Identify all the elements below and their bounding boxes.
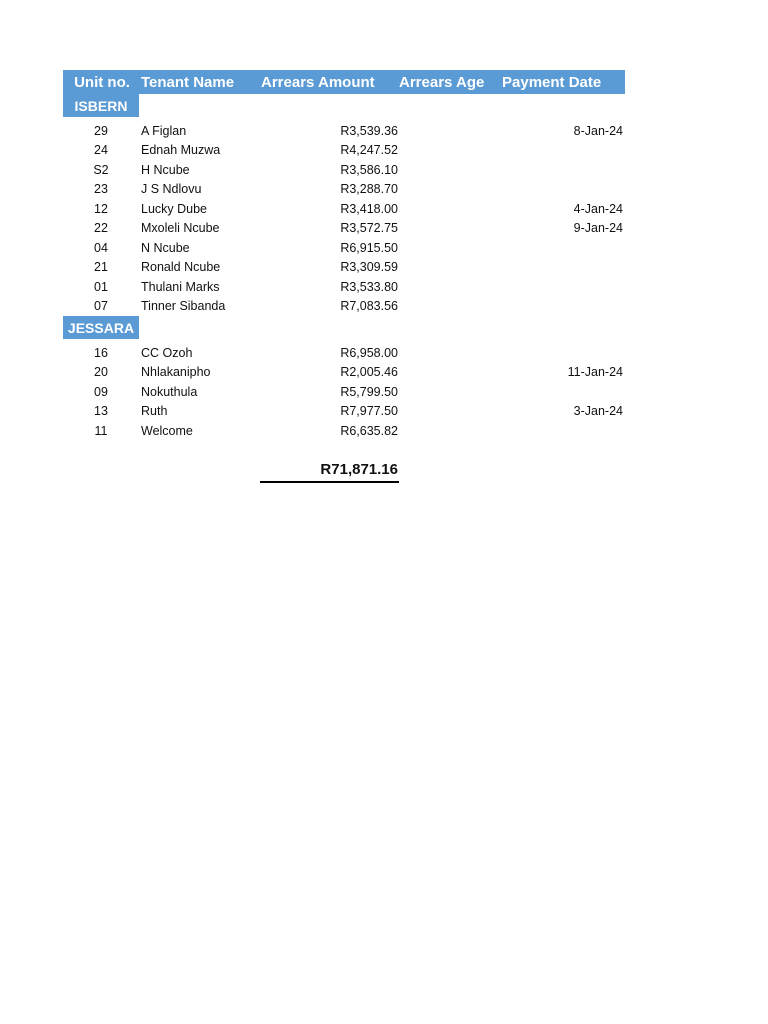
arrears-amount-cell: R6,635.82: [340, 423, 398, 438]
unit-cell: 16: [94, 345, 108, 360]
table-row: [63, 160, 625, 180]
table-row: [63, 258, 625, 278]
group-label: JESSARA: [63, 316, 139, 339]
payment-date-cell: 11-Jan-24: [567, 365, 623, 380]
table-row: [63, 180, 625, 200]
table-row: [63, 219, 625, 239]
arrears-amount-cell: R3,572.75: [340, 221, 398, 236]
tenant-name-cell: Ruth: [141, 404, 168, 419]
tenant-name-cell: Nokuthula: [141, 384, 198, 399]
group-label: ISBERN: [63, 94, 139, 117]
group-header-row: [63, 94, 625, 117]
payment-date-cell: 4-Jan-24: [573, 201, 623, 216]
unit-cell: 23: [94, 182, 108, 197]
tenant-name-cell: Ednah Muzwa: [141, 143, 221, 158]
payment-date-cell: 3-Jan-24: [573, 404, 623, 419]
unit-cell: 11: [94, 423, 108, 438]
tenant-name-cell: Ronald Ncube: [141, 260, 221, 275]
unit-cell: 01: [94, 279, 108, 294]
unit-cell: 24: [94, 143, 108, 158]
unit-cell: 21: [94, 260, 108, 275]
arrears-amount-cell: R6,915.50: [340, 240, 398, 255]
tenant-name-cell: H Ncube: [141, 162, 190, 177]
tenant-name-cell: Lucky Dube: [141, 201, 208, 216]
arrears-amount-cell: R3,309.59: [340, 260, 398, 275]
table-row: [63, 199, 625, 219]
arrears-amount-cell: R7,977.50: [340, 404, 398, 419]
unit-cell: 07: [94, 299, 108, 314]
table-row: [63, 421, 625, 441]
arrears-amount-cell: R2,005.46: [340, 365, 398, 380]
arrears-amount-cell: R3,539.36: [340, 123, 398, 138]
total-row: [63, 461, 625, 483]
total-arrears-amount: R71,871.16: [260, 460, 399, 483]
tenant-name-cell: Welcome: [141, 423, 193, 438]
unit-cell: S2: [93, 162, 109, 177]
header-tenant-name: Tenant Name: [141, 73, 235, 91]
arrears-amount-cell: R3,418.00: [340, 201, 398, 216]
unit-cell: 13: [94, 404, 108, 419]
unit-cell: 09: [94, 384, 108, 399]
tenant-name-cell: Thulani Marks: [141, 279, 220, 294]
table-row: [63, 277, 625, 297]
table-row: [63, 297, 625, 317]
tenant-name-cell: Tinner Sibanda: [141, 299, 226, 314]
tenant-name-cell: J S Ndlovu: [141, 182, 202, 197]
unit-cell: 20: [94, 365, 108, 380]
unit-cell: 29: [94, 123, 108, 138]
groups-container: [63, 94, 625, 441]
table-header: [63, 70, 625, 94]
arrears-sheet: [63, 70, 625, 483]
table-row: [63, 402, 625, 422]
arrears-amount-cell: R5,799.50: [340, 384, 398, 399]
tenant-name-cell: Nhlakanipho: [141, 365, 211, 380]
table-row: [63, 121, 625, 141]
group-header-row: [63, 316, 625, 339]
arrears-amount-cell: R3,586.10: [340, 162, 398, 177]
header-unit: Unit no.: [74, 73, 130, 91]
unit-cell: 12: [94, 201, 108, 216]
table-row: [63, 382, 625, 402]
tenant-name-cell: CC Ozoh: [141, 345, 193, 360]
arrears-amount-cell: R3,288.70: [340, 182, 398, 197]
header-arrears-age: Arrears Age: [399, 73, 485, 91]
table-row: [63, 141, 625, 161]
arrears-amount-cell: R4,247.52: [340, 143, 398, 158]
tenant-name-cell: A Figlan: [141, 123, 187, 138]
header-payment-date: Payment Date: [502, 73, 602, 91]
table-row: [63, 238, 625, 258]
payment-date-cell: 9-Jan-24: [573, 221, 623, 236]
arrears-amount-cell: R6,958.00: [340, 345, 398, 360]
header-arrears-amount: Arrears Amount: [261, 73, 375, 91]
unit-cell: 22: [94, 221, 108, 236]
payment-date-cell: 8-Jan-24: [573, 123, 623, 138]
unit-cell: 04: [94, 240, 108, 255]
table-row: [63, 363, 625, 383]
arrears-amount-cell: R3,533.80: [340, 279, 398, 294]
tenant-name-cell: N Ncube: [141, 240, 190, 255]
arrears-amount-cell: R7,083.56: [340, 299, 398, 314]
table-row: [63, 343, 625, 363]
tenant-name-cell: Mxoleli Ncube: [141, 221, 220, 236]
